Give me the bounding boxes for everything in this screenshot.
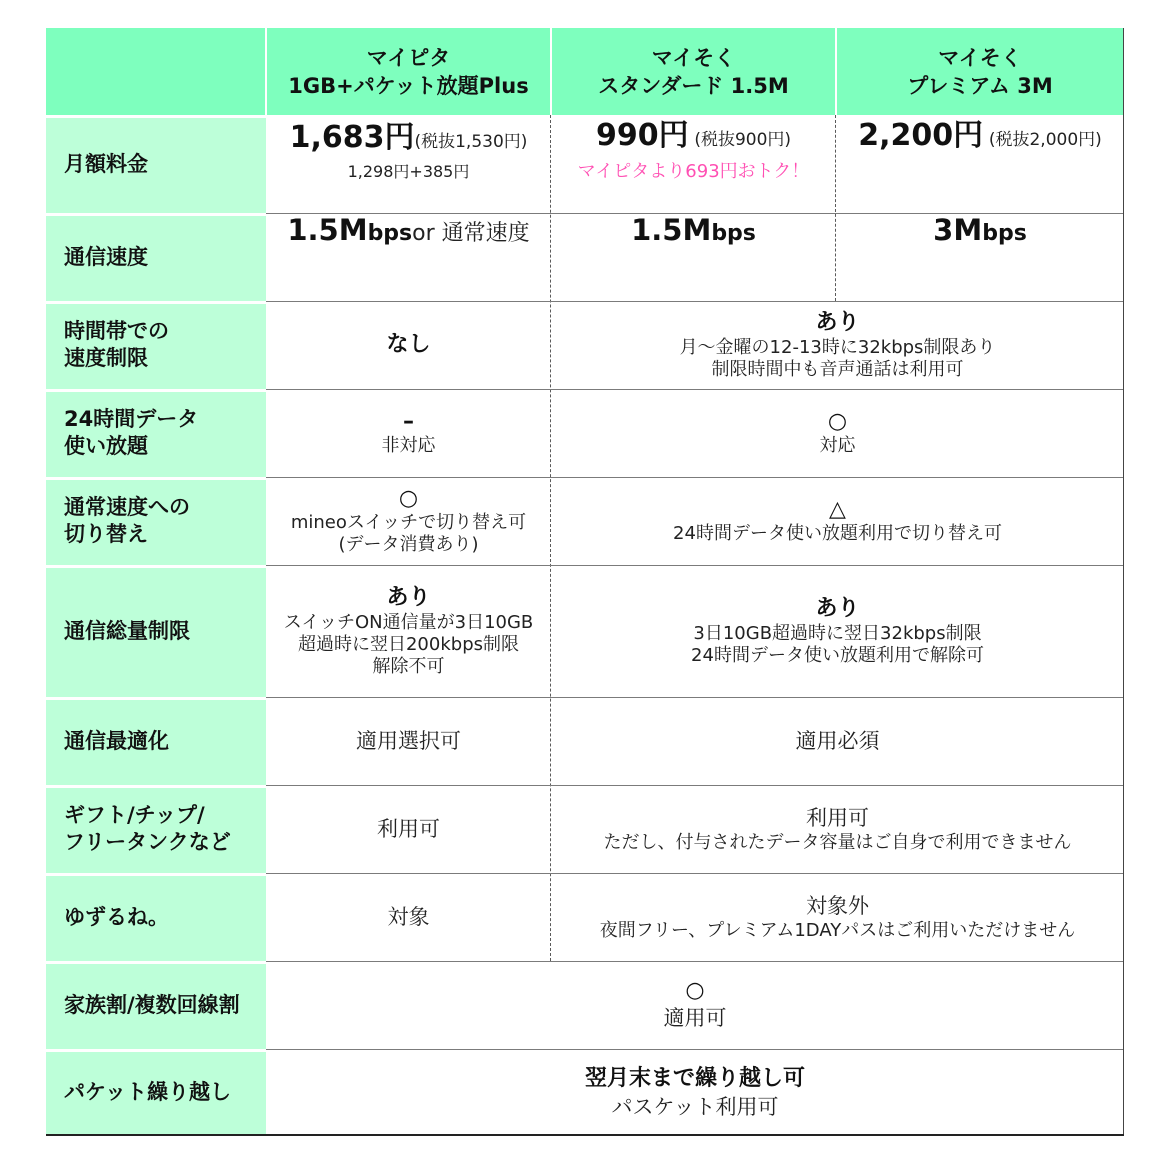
comparison-table bbox=[46, 28, 1124, 1136]
label-divider bbox=[46, 697, 266, 700]
header-premium-name: マイそく bbox=[938, 45, 1022, 70]
column-divider bbox=[550, 115, 551, 961]
header-empty-cell bbox=[46, 28, 266, 115]
row-label-time-limit: 時間帯での 速度制限 bbox=[46, 301, 266, 389]
row-divider bbox=[266, 301, 1124, 302]
price-premium bbox=[836, 115, 1124, 213]
price-standard-amount: 990円 bbox=[595, 118, 689, 153]
speed-standard: 1.5M bps bbox=[631, 213, 756, 247]
circle-mark: ○ bbox=[398, 486, 419, 511]
row-label-family: 家族割/複数回線割 bbox=[46, 961, 266, 1049]
table-right-border bbox=[1123, 28, 1124, 1136]
row-label-price: 月額料金 bbox=[46, 115, 266, 213]
label-divider bbox=[46, 565, 266, 568]
header-divider bbox=[835, 28, 837, 115]
price-standard-tax: (税抜900円) bbox=[694, 130, 792, 150]
yuzurune-mypita: 対象 bbox=[387, 905, 430, 929]
triangle-mark: △ bbox=[829, 497, 846, 522]
row-divider bbox=[266, 477, 1124, 478]
row-label-switch: 通常速度への 切り替え bbox=[46, 477, 266, 565]
yuzurune-mysoku: 対象外 夜間フリー、プレミアム1DAYパスはご利用いただけません bbox=[599, 894, 1076, 941]
price-mypita bbox=[266, 115, 551, 213]
price-mypita-tax: (税抜1,530円) bbox=[414, 132, 528, 152]
row-label-gift: ギフト/チップ/ フリータンクなど bbox=[46, 785, 266, 873]
optimize-mysoku: 適用必須 bbox=[795, 729, 880, 753]
header-divider bbox=[550, 28, 552, 115]
optimize-mypita: 適用選択可 bbox=[356, 729, 461, 753]
gift-mysoku: 利用可 ただし、付与されたデータ容量はご自身で利用できません bbox=[603, 806, 1072, 853]
row-divider bbox=[266, 1049, 1124, 1050]
time-limit-mypita: なし bbox=[386, 332, 431, 357]
label-divider bbox=[46, 389, 266, 392]
gift-mypita: 利用可 bbox=[377, 817, 440, 841]
header-mypita-plan: 1GB+パケット放題Plus bbox=[288, 73, 529, 98]
label-divider bbox=[46, 477, 266, 480]
label-divider bbox=[46, 785, 266, 788]
row-label-total-limit: 通信総量制限 bbox=[46, 565, 266, 697]
header-divider bbox=[265, 28, 267, 115]
row-divider bbox=[266, 565, 1124, 566]
price-mypita-amount: 1,683円 bbox=[289, 120, 415, 155]
row-label-yuzurune: ゆずるね。 bbox=[46, 873, 266, 961]
header-mypita bbox=[266, 28, 551, 115]
label-divider bbox=[46, 213, 266, 216]
price-standard-note: マイピタより693円おトク！ bbox=[577, 161, 810, 182]
column-divider bbox=[835, 115, 836, 301]
row-divider bbox=[266, 213, 1124, 214]
label-divider bbox=[46, 115, 266, 118]
header-standard-plan: スタンダード 1.5M bbox=[598, 73, 789, 98]
total-limit-mysoku: あり 3日10GB超過時に翌日32kbps制限 24時間データ使い放題利用で解除可 bbox=[691, 596, 984, 666]
row-divider bbox=[266, 389, 1124, 390]
day-unlimited-mypita: – 非対応 bbox=[381, 409, 436, 456]
row-label-carryover: パケット繰り越し bbox=[46, 1049, 266, 1136]
speed-mypita: 1.5M bps or 通常速度 bbox=[287, 213, 530, 247]
table-bottom-border bbox=[46, 1134, 1124, 1136]
row-divider bbox=[266, 697, 1124, 698]
dash-mark: – bbox=[403, 409, 414, 434]
label-divider bbox=[46, 1049, 266, 1052]
header-mysoku-premium bbox=[836, 28, 1124, 115]
row-divider bbox=[266, 961, 1124, 962]
row-divider bbox=[266, 873, 1124, 874]
header-standard-name: マイそく bbox=[651, 45, 736, 70]
row-divider bbox=[266, 785, 1124, 786]
switch-mypita: ○ mineoスイッチで切り替え可 (データ消費あり) bbox=[290, 486, 527, 555]
row-label-day-unlimited: 24時間データ 使い放題 bbox=[46, 389, 266, 477]
row-label-speed: 通信速度 bbox=[46, 213, 266, 301]
price-premium-amount: 2,200円 bbox=[858, 118, 984, 153]
header-mypita-name: マイピタ bbox=[366, 45, 451, 70]
total-limit-mypita: あり スイッチON通信量が3日10GB 超過時に翌日200kbps制限 解除不可 bbox=[283, 585, 534, 677]
circle-mark: ○ bbox=[685, 978, 705, 1003]
time-limit-mysoku: あり 月～金曜の12-13時に32kbps制限あり 制限時間中も音声通話は利用可 bbox=[679, 310, 996, 380]
label-divider bbox=[46, 301, 266, 304]
row-label-optimize: 通信最適化 bbox=[46, 697, 266, 785]
carryover-all-plans: 翌月末まで繰り越し可 パスケット利用可 bbox=[584, 1065, 805, 1119]
price-standard bbox=[551, 115, 836, 213]
speed-premium: 3M bps bbox=[933, 213, 1027, 247]
label-divider bbox=[46, 873, 266, 876]
circle-mark: ○ bbox=[827, 409, 848, 434]
price-mypita-note: 1,298円+385円 bbox=[347, 162, 470, 181]
switch-mysoku: △ 24時間データ使い放題利用で切り替え可 bbox=[673, 497, 1002, 544]
header-premium-plan: プレミアム 3M bbox=[907, 73, 1053, 98]
label-divider bbox=[46, 961, 266, 964]
family-all-plans: ○ 適用可 bbox=[663, 978, 727, 1030]
day-unlimited-mysoku: ○ 対応 bbox=[819, 409, 856, 456]
header-mysoku-standard bbox=[551, 28, 836, 115]
price-premium-tax: (税抜2,000円) bbox=[988, 130, 1102, 150]
